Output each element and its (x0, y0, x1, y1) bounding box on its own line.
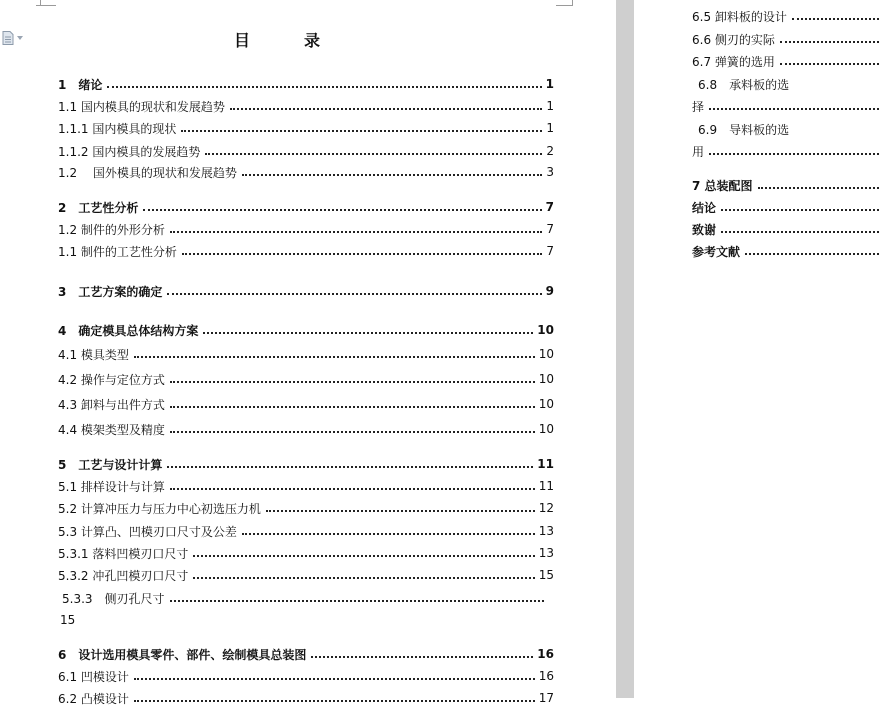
toc-page-number: 11 (538, 479, 554, 493)
toc-entry[interactable] (58, 74, 554, 94)
toc-leader-dots (134, 678, 535, 680)
toc-entry[interactable] (58, 666, 554, 686)
toc-leader-dots (134, 700, 535, 702)
toc-page-number: 1 (546, 121, 554, 135)
toc-entry-label: 结论 (692, 200, 717, 215)
toc-entry-label: 6.6 侧刃的实际 (692, 32, 775, 47)
crop-mark (36, 5, 56, 6)
toc-entry[interactable] (58, 162, 554, 182)
toc-entry-label: 4 确定模具总体结构方案 (58, 323, 199, 338)
toc-leader-dots (721, 209, 879, 211)
toc-page-number: 1 (545, 77, 554, 91)
toc-entry-label: 5.3 计算凸、凹模刃口尺寸及公差 (58, 524, 237, 539)
toc-page-number: 1 (546, 99, 554, 113)
toc-leader-dots (181, 130, 542, 132)
toc-page-number: 7 (546, 222, 554, 236)
document-icon[interactable] (2, 31, 14, 45)
toc-entry-label: 6.9 导料板的选 (698, 122, 790, 137)
toc-leader-dots (709, 153, 879, 155)
toc-page-number: 16 (537, 647, 554, 661)
toc-leader-dots (170, 381, 535, 383)
toc-entry-label: 6.5 卸料板的设计 (692, 9, 787, 24)
toc-leader-dots (170, 600, 544, 602)
toc-leader-dots (205, 153, 542, 155)
toc-entry[interactable] (698, 74, 883, 94)
toc-page-number: 7 (545, 200, 554, 214)
toc-entry-label: 5.2 计算冲压力与压力中心初选压力机 (58, 501, 261, 516)
toc-entry[interactable] (58, 281, 554, 301)
toc-leader-dots (134, 356, 535, 358)
toc-page-number: 11 (537, 457, 554, 471)
toc-entry-label: 1 绪论 (58, 77, 103, 92)
toc-entry[interactable] (58, 521, 554, 541)
toc-page-number: 17 (538, 691, 554, 705)
toc-page-number: 3 (546, 165, 554, 179)
toc-entry[interactable] (58, 543, 554, 563)
toc-leader-dots (709, 108, 879, 110)
toc-leader-dots (170, 431, 535, 433)
toc-leader-dots (242, 174, 542, 176)
toc-entry-label: 6.1 凹模设计 (58, 669, 129, 684)
toc-page-number: 12 (538, 501, 554, 515)
toc-entry-label: 1.1.1 国内模具的现状 (58, 121, 177, 136)
toc-leader-dots (311, 656, 533, 658)
toc-entry-label: 用 (692, 144, 705, 159)
toc-entry-label: 5.3.1 落料凹模刃口尺寸 (58, 546, 189, 561)
toc-page-number: 13 (538, 524, 554, 538)
toc-leader-dots (170, 488, 535, 490)
toc-title-char: 目 (234, 31, 251, 50)
toc-entry[interactable] (692, 175, 883, 195)
toc-page-number: 10 (538, 422, 554, 436)
document-page-right (634, 0, 873, 698)
toc-leader-dots (193, 577, 534, 579)
toc-entry-label: 5.3.2 冲孔凹模刃口尺寸 (58, 568, 189, 583)
toc-page-number: 10 (537, 323, 554, 337)
toc-entry[interactable] (692, 141, 883, 161)
toc-entry[interactable] (58, 476, 554, 496)
toc-leader-dots (780, 41, 879, 43)
toc-leader-dots (170, 406, 535, 408)
toc-entry-label: 1.2 国外模具的现状和发展趋势 (58, 165, 237, 180)
toc-leader-dots (745, 253, 879, 255)
toc-entry-label: 4.2 操作与定位方式 (58, 372, 165, 387)
toc-page-number: 2 (546, 144, 554, 158)
toc-leader-dots (167, 466, 533, 468)
toc-entry-label: 3 工艺方案的确定 (58, 284, 163, 299)
toc-page-number: 9 (545, 284, 554, 298)
toc-page-number: 10 (538, 372, 554, 386)
toc-entry[interactable] (62, 588, 548, 608)
toc-entry-label: 7 总装配图 (692, 178, 753, 193)
toc-leader-dots (170, 231, 542, 233)
toc-entry[interactable] (692, 51, 883, 71)
toc-leader-dots (143, 209, 541, 211)
toc-entry-label: 1.2 制件的外形分析 (58, 222, 165, 237)
toc-page-number: 7 (546, 244, 554, 258)
toc-entry-label: 1.1 国内模具的现状和发展趋势 (58, 99, 225, 114)
toc-leader-dots (758, 187, 879, 189)
toc-leader-dots (167, 293, 541, 295)
toc-entry-label: 4.1 模具类型 (58, 347, 129, 362)
toc-entry-label: 2 工艺性分析 (58, 200, 139, 215)
toc-leader-dots (203, 332, 533, 334)
toc-entry[interactable] (58, 96, 554, 116)
toc-entry-label: 5 工艺与设计计算 (58, 457, 163, 472)
toc-page-number: 10 (538, 347, 554, 361)
toc-entry[interactable] (58, 394, 554, 414)
toc-entry-label: 致谢 (692, 222, 717, 237)
toc-entry-label: 4.4 模架类型及精度 (58, 422, 165, 437)
toc-entry[interactable] (692, 197, 883, 217)
chevron-down-icon[interactable] (17, 36, 23, 40)
toc-entry[interactable] (58, 644, 554, 664)
toc-entry[interactable] (58, 118, 554, 138)
toc-leader-dots (230, 108, 542, 110)
toc-entry-label: 6.7 弹簧的选用 (692, 54, 775, 69)
toc-entry[interactable] (58, 565, 554, 585)
toc-entry-label: 4.3 卸料与出件方式 (58, 397, 165, 412)
toc-entry[interactable] (58, 241, 554, 261)
toc-entry-label: 1.1.2 国内模具的发展趋势 (58, 144, 201, 159)
toc-entry[interactable] (58, 454, 554, 474)
toc-entry[interactable] (692, 96, 883, 116)
toc-entry[interactable] (692, 29, 883, 49)
toc-leader-dots (193, 555, 534, 557)
toc-entry-label: 6 设计选用模具零件、部件、绘制模具总装图 (58, 647, 307, 662)
page-gutter (616, 0, 634, 698)
toc-entry-label: 择 (692, 99, 705, 114)
toc-entry[interactable] (692, 219, 883, 239)
toc-leader-dots (242, 533, 535, 535)
toc-leader-dots (792, 18, 879, 20)
toc-entry[interactable] (58, 141, 554, 161)
toc-page-number: 15 (538, 568, 554, 582)
toc-entry-label: 参考文献 (692, 244, 741, 259)
toc-entry-label: 6.2 凸模设计 (58, 691, 129, 706)
toc-entry[interactable] (698, 119, 883, 139)
toc-entry-label: 6.8 承料板的选 (698, 77, 790, 92)
toc-entry[interactable] (692, 6, 883, 26)
toc-title-char: 录 (304, 31, 321, 50)
toc-leader-dots (780, 63, 879, 65)
toc-entry[interactable] (692, 241, 883, 261)
toc-entry-label: 5.3.3 侧刃孔尺寸 (62, 591, 165, 606)
toc-entry[interactable] (58, 344, 554, 364)
toc-entry-label: 5.1 排样设计与计算 (58, 479, 165, 494)
toc-entry[interactable] (58, 320, 554, 340)
toc-page-number: 10 (538, 397, 554, 411)
toc-entry[interactable] (58, 369, 554, 389)
toc-entry[interactable] (58, 498, 554, 518)
toc-page-number: 16 (538, 669, 554, 683)
toc-entry-label: 1.1 制件的工艺性分析 (58, 244, 177, 259)
toc-leader-dots (107, 86, 541, 88)
toc-page-number: 15 (60, 613, 76, 627)
toc-entry[interactable] (58, 219, 554, 239)
toc-entry[interactable] (58, 419, 554, 439)
toc-entry[interactable] (58, 197, 554, 217)
toc-entry[interactable] (58, 688, 554, 708)
toc-leader-dots (182, 253, 542, 255)
toc-leader-dots (721, 231, 879, 233)
toc-leader-dots (266, 510, 535, 512)
crop-mark (556, 5, 573, 6)
toc-page-number: 13 (538, 546, 554, 560)
